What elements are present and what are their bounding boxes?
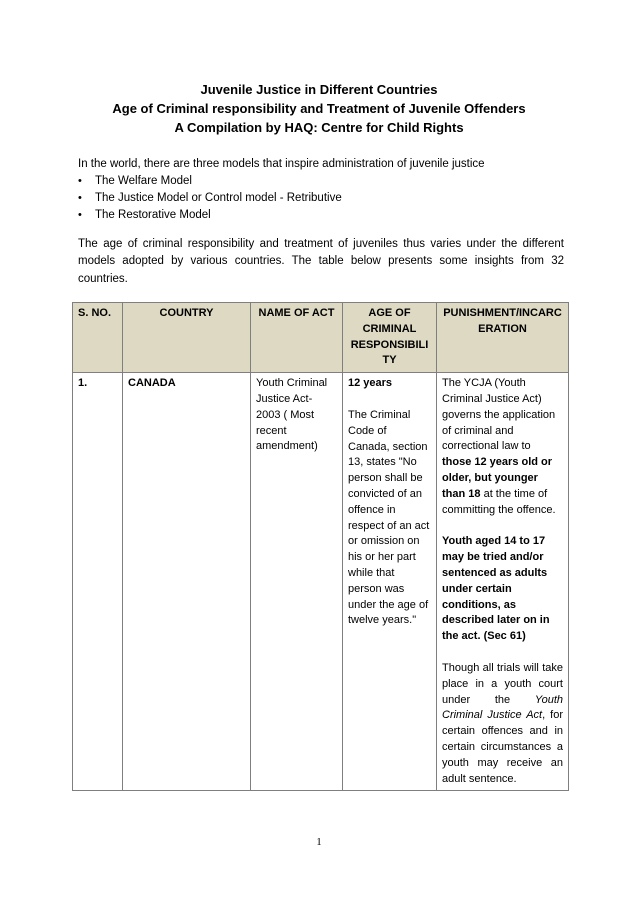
intro-lead: In the world, there are three models that inspire administration of juvenile justice	[78, 158, 485, 170]
bullet-icon: •	[78, 192, 82, 204]
header-country: COUNTRY	[123, 303, 251, 373]
punishment-paragraph-2: Youth aged 14 to 17 may be tried and/or sentenced as adults under certain conditions, as described later on in the act. (Sec 61)	[442, 535, 550, 643]
document-subtitle: Age of Criminal responsibility and Treatment of Juvenile Offenders	[112, 101, 526, 116]
punishment-paragraph-1: The YCJA (Youth Criminal Justice Act) governs the application of criminal and correctional law to those 12 years old or older, but younger than 18 at the time of committing the offence.	[442, 377, 556, 516]
table-header-row	[73, 303, 569, 373]
cell-age	[343, 373, 437, 791]
countries-table	[72, 302, 569, 791]
header-sno: S. NO.	[73, 303, 123, 373]
models-list	[78, 173, 564, 224]
cell-act: Youth Criminal Justice Act- 2003 ( Most recent amendment)	[251, 373, 343, 791]
header-act: NAME OF ACT	[251, 303, 343, 373]
age-note: The Criminal Code of Canada, section 13, states "No person shall be convicted of an offence in respect of an act or omission on his or her part while that person was under the age of twelve years."	[348, 408, 430, 627]
header-punishment: PUNISHMENT/INCARCERATION	[437, 303, 569, 373]
age-value: 12 years	[348, 377, 393, 390]
table-row	[73, 373, 569, 791]
document-compilation-line: A Compilation by HAQ: Centre for Child Rights	[174, 120, 464, 135]
page-number: 1	[316, 836, 322, 848]
header-age: AGE OF CRIMINAL RESPONSIBILITY	[343, 303, 437, 373]
list-item: • The Restorative Model	[78, 207, 564, 224]
cell-sno: 1.	[73, 373, 123, 791]
bullet-icon: •	[78, 209, 82, 221]
intro-paragraph: The age of criminal responsibility and treatment of juveniles thus varies under the different models adopted by various countries. The table below presents some insights from 32 countries.	[78, 238, 564, 285]
list-item: • The Welfare Model	[78, 173, 564, 190]
list-item: • The Justice Model or Control model - Retributive	[78, 190, 564, 207]
title-block	[0, 80, 638, 137]
punishment-paragraph-3: Though all trials will take place in a youth court under the Youth Criminal Justice Act, for certain offences and in certain circumstances a youth may receive an adult sentence.	[442, 661, 564, 785]
cell-country: CANADA	[123, 373, 251, 791]
bullet-icon: •	[78, 175, 82, 187]
cell-punishment	[437, 373, 569, 791]
intro-section	[78, 156, 564, 224]
document-title: Juvenile Justice in Different Countries	[200, 82, 438, 97]
